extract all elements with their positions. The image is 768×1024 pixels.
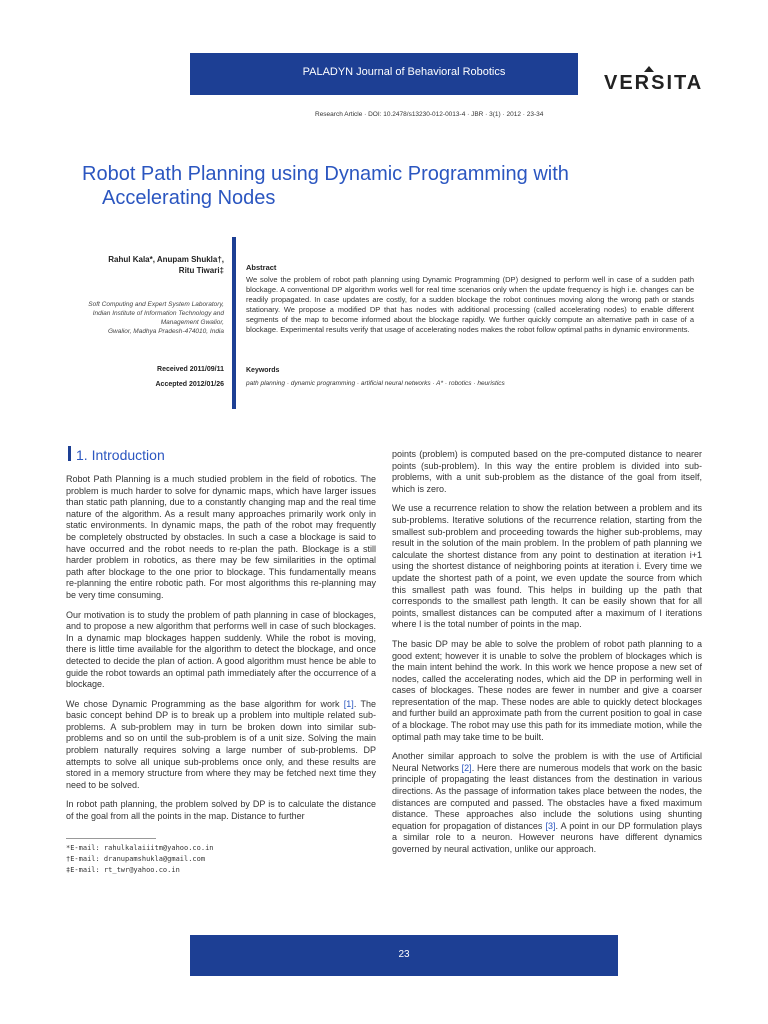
paragraph-text: . Here there are numerous models that work on the basic principle of propagating the least distances from the destination in various directions. As the passage of information takes place between the nodes, the distances are computed and passed. The obstacles have a fixed maximum distance. These approaches also include the solutions using shunting equation for propagation of distances (392, 762, 702, 831)
title-line-2: Accelerating Nodes (102, 187, 276, 209)
journal-name: PALADYN Journal of Behavioral Robotics (302, 66, 506, 78)
section-marker (68, 446, 71, 461)
citation-link[interactable]: [3] (545, 820, 556, 831)
title-line-1: Robot Path Planning using Dynamic Programming with (82, 163, 569, 185)
keywords-heading: Keywords (246, 367, 280, 374)
affiliation-line: Soft Computing and Expert System Laboratory, (88, 301, 224, 308)
paragraph-text: . A point in our DP formulation plays a similar role to a neuron. However neurons have different dynamics governed by neural activation, unlike our approach. (392, 820, 703, 854)
footnote-email: ‡E-mail: rt_twr@yahoo.co.in (66, 866, 180, 874)
paragraph: In robot path planning, the problem solved by DP is to calculate the distance of the goal from all the points in the map. Distance to further (66, 799, 376, 822)
abstract-heading: Abstract (246, 263, 277, 272)
citation-link[interactable]: [1] (343, 698, 354, 709)
affiliation-line: Indian Institute of Information Technology and (92, 310, 224, 317)
keywords-text: path planning · dynamic programming · artificial neural networks · A* · robotics · heuristics (246, 380, 505, 387)
affiliation (60, 300, 224, 336)
section-heading: 1. Introduction (76, 447, 165, 463)
paragraph: points (problem) is computed based on the pre-computed distance to nearer points (sub-problem). In this way the entire problem is divided into sub-problems, with a unit sub-problem as the distance of the goal from itself, which is zero. (392, 449, 702, 494)
authors-line-2: Ritu Tiwari‡ (178, 266, 224, 275)
paragraph (66, 699, 376, 792)
paragraph: Our motivation is to study the problem of path planning in case of blockages, and to propose a new algorithm that performs well in case of such blockages. In a dynamic map blockages happen suddenly. While the robot is moving, there is little time available for the algorithm to detect the blockage, and once detected to decide the plan of action. A good algorithm must hence be able to guide the robot towards an optimal path immediately after the occurrence of a blockage. (66, 609, 376, 690)
abstract-text: We solve the problem of robot path planning using Dynamic Programming (DP) designed to perform well in case of a sudden path blockage. A conventional DP algorithm works well for real time scenarios only when the update frequency is high i.e. changes can be readily propagated. In case updates are costly, for a sudden blockage the robot continues moving along the wrong path or stands stationary. We propose a modified DP that has nodes with additional processing (called accelerating nodes) to enable different segments of the map to become informed about the blockage rapidly. We further quickly compute an alternative path in case of a blockage. Experimental results verify that usage of accelerating nodes makes the robot follow optimal paths in dynamic environments. (246, 275, 694, 334)
footnote-email: *E-mail: rahulkalaiiitm@yahoo.co.in (66, 844, 214, 852)
affiliation-line: Gwalior, Madhya Pradesh-474010, India (108, 328, 224, 335)
publisher-logo: VERSITA (604, 72, 704, 94)
paragraph-text: We chose Dynamic Programming as the base algorithm for work (66, 698, 344, 709)
paragraph (392, 751, 702, 855)
accepted-date: Accepted 2012/01/26 (155, 381, 224, 388)
received-date: Received 2011/09/11 (157, 366, 224, 373)
paragraph: We use a recurrence relation to show the relation between a problem and its sub-problems. Iterative solutions of the recurrence relation, starting from the smallest sub-problem and proceeding towards the higher sub-problems, may result in the solution of the main problem. In the problem of path planning we calculate the shortest distance from any point to destination at iteration i+1 using the shortest distance of neighboring points at iteration i. Every time we update the shortest path of a point, we even update the source from which this smallest path was found. This helps in building up the path that corresponds to the smallest path length. It can be easily shown that for all points, smallest distances can be computed after a maximum of I iterations where I is the total number of points in the map. (392, 503, 702, 630)
authors (70, 254, 224, 276)
paragraph-text: Another similar approach to solve the problem is with the use of Artificial Neural Networks (392, 751, 702, 773)
authors-line-1: Rahul Kala*, Anupam Shukla†, (108, 255, 224, 264)
article-meta: Research Article · DOI: 10.2478/s13230-012-0013-4 · JBR · 3(1) · 2012 · 23-34 (315, 111, 544, 118)
paragraph: The basic DP may be able to solve the problem of robot path planning to a good extent; however it is unable to solve the problem of blockages which is the main intent behind the work. In this work we hence propose a new set of nodes, called the accelerating nodes, which aid the DP in performing well in cases of blockages. These nodes are fewer in number and give a coarser representation of the map. These nodes are able to quickly detect blockages and further build an approximate path from the current position to goal in case of a blockage. The robot may use this path for its immediate motion, while the optimal path may take time to be built. (392, 638, 702, 742)
affiliation-line: Management Gwalior, (160, 319, 224, 326)
page-number: 23 (398, 949, 410, 960)
citation-link[interactable]: [2] (461, 762, 472, 773)
footnote-rule (66, 838, 156, 839)
dates (100, 362, 224, 392)
paragraph: Robot Path Planning is a much studied problem in the field of robotics. The problem is much harder to solve for dynamic maps, which have larger issues than static path planning, due to a constantly changing map and the real time nature of the algorithm. As a result many approaches primarily work only in static environments. In dynamic maps, the path of the robot may frequently be completely obstructed by obstacles. In such a case a blockage is said to have occurred and the robot needs to re-plan the path. Blockage is a still harder problem in robotics, as there may be few similarities in the optimal path after blockage to the one prior to blockage. This fundamentally means re-planning the entire robotic path. For most algorithms this re-planning may be very time consuming. (66, 474, 376, 600)
left-column (66, 474, 376, 831)
footnote-email: †E-mail: dranupamshukla@gmail.com (66, 855, 206, 863)
paragraph-text: . The basic concept behind DP is to break up a problem into multiple related sub-problems. A sub-problem may in turn be broken down into similar sub-problems and so on until the sub-problem is of a unit size. Solving the main problem naturally requires solving a large number of sub-problems. DP attempts to solve all unique sub-problems once only, and these results are stored in a memory structure from where they may be fetched next time they need to be solved. (66, 698, 376, 790)
footnotes (66, 843, 376, 876)
paper-title (82, 162, 642, 210)
right-column (392, 449, 702, 864)
abstract-divider (232, 237, 236, 409)
